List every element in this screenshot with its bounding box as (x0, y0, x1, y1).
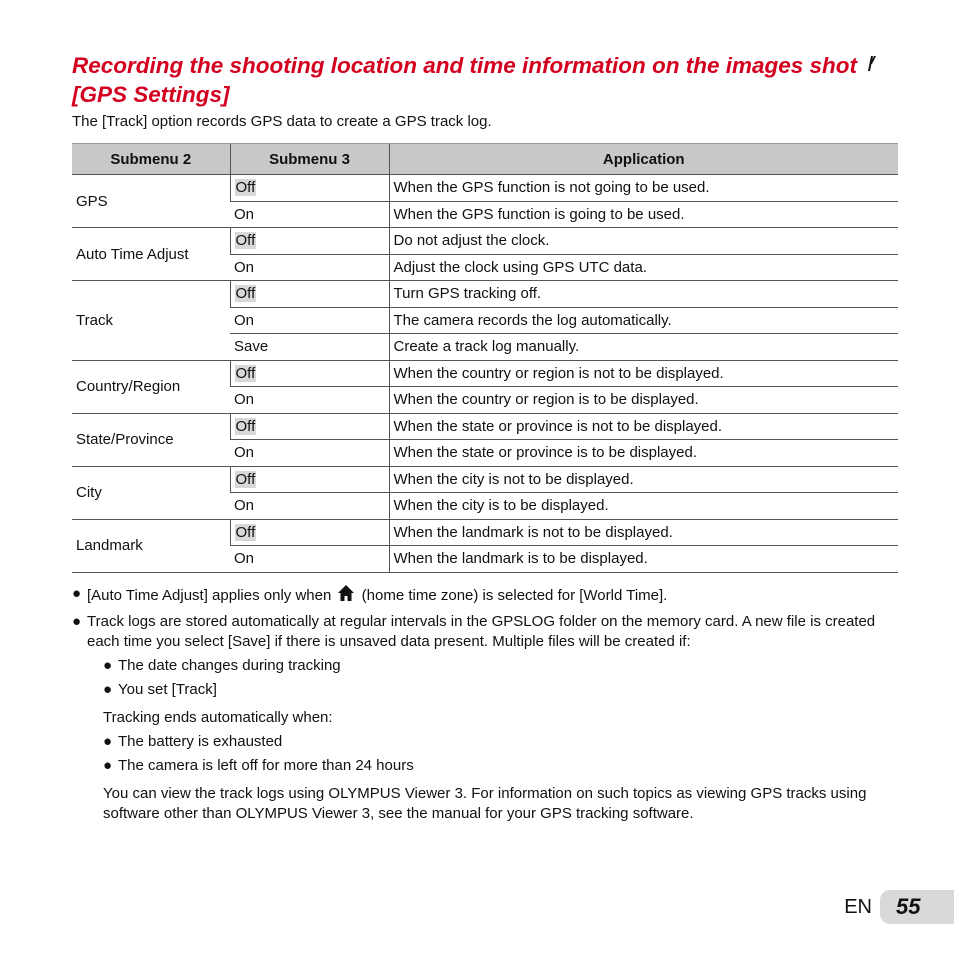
application-cell: The camera records the log automatically. (389, 307, 898, 334)
option-label: On (234, 550, 255, 568)
submenu-2-cell: Country/Region (72, 360, 230, 413)
option-label: On (234, 444, 255, 462)
application-cell: When the state or province is to be displayed. (389, 440, 898, 467)
submenu-3-cell (230, 493, 389, 520)
option-label: Off (235, 364, 256, 382)
submenu-3-cell (230, 519, 389, 546)
submenu-2-cell: Auto Time Adjust (72, 228, 230, 281)
application-cell: Turn GPS tracking off. (389, 281, 898, 308)
page-number: 55 (880, 890, 954, 924)
sub-item (103, 756, 898, 776)
sub-item-text: The battery is exhausted (118, 733, 283, 750)
submenu-3-cell (230, 546, 389, 573)
application-cell: When the GPS function is going to be used. (389, 201, 898, 228)
sub-item-text: The date changes during tracking (118, 657, 341, 674)
submenu-3-cell (230, 281, 389, 308)
table-row (72, 519, 898, 546)
submenu-3-cell (230, 334, 389, 361)
closing-text: You can view the track logs using OLYMPUS Viewer 3. For information on such topics as viewing GPS tracks using software other than OLYMPUS Viewer 3, see the manual for your GPS tracking software. (103, 785, 867, 822)
page-title (72, 52, 902, 109)
bullet-icon: ● (103, 681, 113, 698)
bullet-icon: ● (103, 757, 113, 774)
option-label: On (234, 205, 255, 223)
header-application: Application (389, 144, 898, 175)
table-header-row (72, 144, 898, 175)
submenu-2-cell: State/Province (72, 413, 230, 466)
language-label: EN (844, 895, 872, 918)
application-cell: When the state or province is not to be displayed. (389, 413, 898, 440)
submenu-3-cell (230, 466, 389, 493)
submenu-3-cell (230, 440, 389, 467)
page-footer (844, 890, 954, 924)
submenu-3-cell (230, 201, 389, 228)
tracking-ends-text: Tracking ends automatically when: (103, 709, 333, 726)
submenu-3-cell (230, 360, 389, 387)
title-suffix: [GPS Settings] (72, 81, 230, 107)
note-track-logs (72, 612, 898, 652)
option-label: On (234, 391, 255, 409)
table-row (72, 466, 898, 493)
submenu-2-cell: Landmark (72, 519, 230, 572)
option-label: Off (235, 470, 256, 488)
option-label: Off (235, 232, 256, 250)
note-auto-time-adjust (72, 584, 898, 608)
bullet-icon: ● (103, 733, 113, 750)
submenu-3-cell (230, 387, 389, 414)
option-label: Off (235, 285, 256, 303)
table-row (72, 360, 898, 387)
header-submenu-2: Submenu 2 (72, 144, 230, 175)
submenu-3-cell (230, 175, 389, 202)
submenu-3-cell (230, 228, 389, 255)
option-label: On (234, 311, 255, 329)
intro-text: The [Track] option records GPS data to create a GPS track log. (72, 113, 492, 130)
note-text: (home time zone) is selected for [World Time]. (361, 587, 668, 604)
table-row (72, 175, 898, 202)
application-cell: When the city is to be displayed. (389, 493, 898, 520)
gps-settings-table (72, 143, 898, 573)
application-cell: Do not adjust the clock. (389, 228, 898, 255)
option-label: On (234, 258, 255, 276)
gps-settings-icon (863, 52, 881, 81)
sub-item (103, 732, 898, 752)
bullet-icon: ● (103, 657, 113, 674)
option-label: Off (235, 417, 256, 435)
sub-item-text: You set [Track] (118, 681, 217, 698)
bullet-icon: ● (72, 613, 82, 630)
application-cell: When the country or region is not to be displayed. (389, 360, 898, 387)
sub-item (103, 680, 898, 700)
notes-section (72, 584, 898, 828)
application-cell: When the city is not to be displayed. (389, 466, 898, 493)
table-row (72, 281, 898, 308)
table-row (72, 413, 898, 440)
application-cell: When the GPS function is not going to be used. (389, 175, 898, 202)
option-label: Save (234, 338, 269, 356)
title-text: Recording the shooting location and time information on the images shot (72, 53, 858, 78)
submenu-2-cell: GPS (72, 175, 230, 228)
header-submenu-3: Submenu 3 (230, 144, 389, 175)
option-label: Off (235, 523, 256, 541)
bullet-icon: ● (72, 585, 82, 602)
submenu-3-cell (230, 254, 389, 281)
home-icon (337, 584, 355, 608)
application-cell: When the landmark is to be displayed. (389, 546, 898, 573)
submenu-2-cell: Track (72, 281, 230, 361)
submenu-3-cell (230, 307, 389, 334)
option-label: On (234, 497, 255, 515)
application-cell: Adjust the clock using GPS UTC data. (389, 254, 898, 281)
option-label: Off (235, 179, 256, 197)
note-text: Track logs are stored automatically at regular intervals in the GPSLOG folder on the memory card. A new file is created each time you select [Save] if there is unsaved data present. Multiple files will be created if: (87, 613, 876, 650)
submenu-3-cell (230, 413, 389, 440)
application-cell: When the country or region is to be displayed. (389, 387, 898, 414)
application-cell: When the landmark is not to be displayed. (389, 519, 898, 546)
submenu-2-cell: City (72, 466, 230, 519)
note-text: [Auto Time Adjust] applies only when (87, 587, 332, 604)
table-row (72, 228, 898, 255)
application-cell: Create a track log manually. (389, 334, 898, 361)
sub-item (103, 656, 898, 676)
sub-item-text: The camera is left off for more than 24 hours (118, 757, 414, 774)
